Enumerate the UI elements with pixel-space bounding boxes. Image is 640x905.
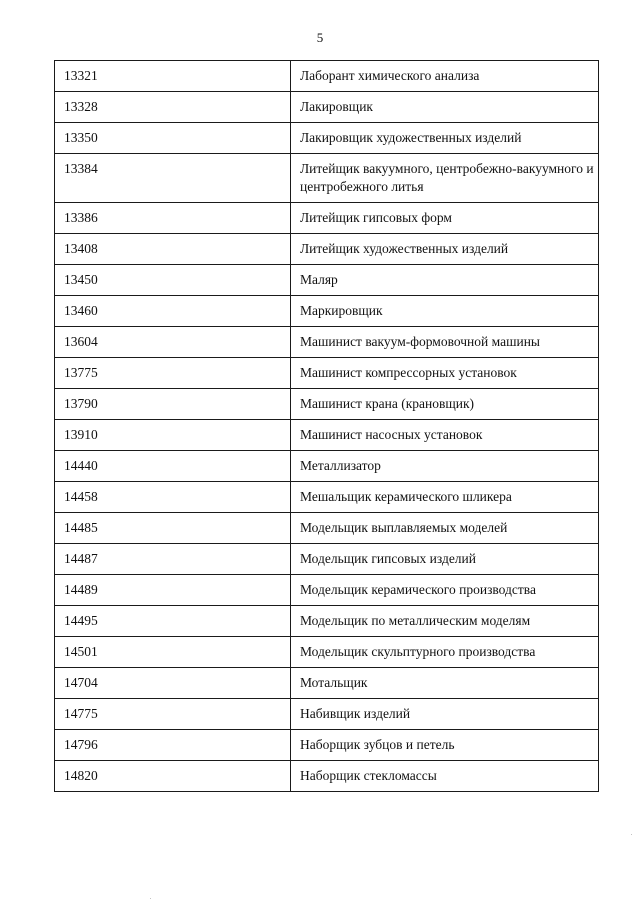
profession-code-cell: 13775 (55, 358, 291, 389)
profession-name-cell: Машинист насосных установок (291, 420, 599, 451)
profession-code-cell: 13328 (55, 92, 291, 123)
profession-code-cell: 13460 (55, 296, 291, 327)
profession-code-cell: 13604 (55, 327, 291, 358)
profession-name-cell: Литейщик гипсовых форм (291, 203, 599, 234)
profession-code-cell: 14501 (55, 637, 291, 668)
profession-code-cell: 13350 (55, 123, 291, 154)
page-number: 5 (316, 30, 324, 45)
table-row (55, 265, 599, 296)
profession-name-cell: Металлизатор (291, 451, 599, 482)
table-row (55, 92, 599, 123)
profession-code-cell: 14495 (55, 606, 291, 637)
profession-code-cell: 14487 (55, 544, 291, 575)
table-row (55, 61, 599, 92)
table-row (55, 637, 599, 668)
profession-name-cell: Машинист компрессорных установок (291, 358, 599, 389)
profession-table (54, 60, 599, 792)
profession-name-cell: Машинист вакуум-формовочной машины (291, 327, 599, 358)
profession-name-cell: Литейщик художественных изделий (291, 234, 599, 265)
profession-code-cell: 13408 (55, 234, 291, 265)
profession-name-cell: Литейщик вакуумного, центробежно-вакуумного и центробежного литья (291, 154, 599, 203)
table-row (55, 389, 599, 420)
profession-name-cell: Лакировщик художественных изделий (291, 123, 599, 154)
profession-name-cell: Набивщик изделий (291, 699, 599, 730)
table-row (55, 154, 599, 203)
scan-speck (150, 898, 151, 899)
profession-code-cell: 14489 (55, 575, 291, 606)
profession-code-cell: 14820 (55, 761, 291, 792)
profession-name-cell: Модельщик керамического производства (291, 575, 599, 606)
profession-name-cell: Лаборант химического анализа (291, 61, 599, 92)
table-row (55, 544, 599, 575)
profession-code-cell: 14458 (55, 482, 291, 513)
table-row (55, 482, 599, 513)
profession-code-cell: 14704 (55, 668, 291, 699)
profession-name-cell: Маляр (291, 265, 599, 296)
table-row (55, 296, 599, 327)
profession-name-cell: Мотальщик (291, 668, 599, 699)
profession-name-cell: Наборщик зубцов и петель (291, 730, 599, 761)
profession-code-cell: 14440 (55, 451, 291, 482)
table-row (55, 761, 599, 792)
table-row (55, 513, 599, 544)
profession-name-cell: Мешальщик керамического шликера (291, 482, 599, 513)
profession-name-cell: Маркировщик (291, 296, 599, 327)
table-row (55, 730, 599, 761)
profession-name-cell: Наборщик стекломассы (291, 761, 599, 792)
profession-name-cell: Модельщик скульптурного производства (291, 637, 599, 668)
profession-name-cell: Лакировщик (291, 92, 599, 123)
profession-name-cell: Модельщик гипсовых изделий (291, 544, 599, 575)
table-row (55, 234, 599, 265)
profession-name-cell: Модельщик по металлическим моделям (291, 606, 599, 637)
table-row (55, 699, 599, 730)
profession-code-cell: 13386 (55, 203, 291, 234)
table-row (55, 606, 599, 637)
table-row (55, 451, 599, 482)
profession-code-cell: 14796 (55, 730, 291, 761)
table-row (55, 327, 599, 358)
profession-code-cell: 13450 (55, 265, 291, 296)
profession-code-cell: 14485 (55, 513, 291, 544)
profession-code-cell: 13321 (55, 61, 291, 92)
profession-code-cell: 13910 (55, 420, 291, 451)
profession-code-cell: 13790 (55, 389, 291, 420)
table-row (55, 203, 599, 234)
profession-code-cell: 14775 (55, 699, 291, 730)
table-row (55, 123, 599, 154)
profession-name-cell: Модельщик выплавляемых моделей (291, 513, 599, 544)
table-row (55, 668, 599, 699)
profession-name-cell: Машинист крана (крановщик) (291, 389, 599, 420)
profession-code-cell: 13384 (55, 154, 291, 203)
table-row (55, 358, 599, 389)
table-row (55, 420, 599, 451)
scan-speck (631, 834, 632, 835)
profession-table-body (55, 61, 599, 792)
table-row (55, 575, 599, 606)
